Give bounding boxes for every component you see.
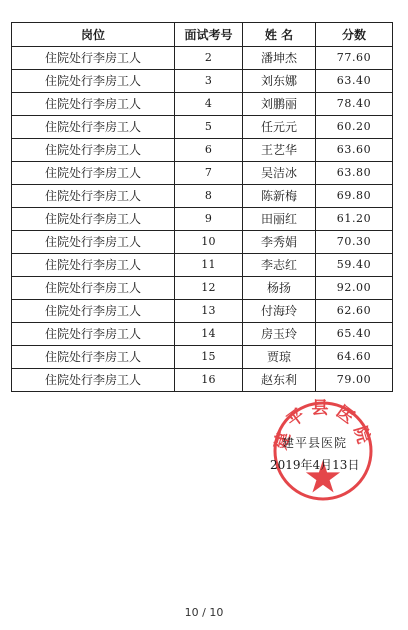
cell-score: 60.20 xyxy=(316,116,393,139)
cell-position: 住院处行李房工人 xyxy=(12,208,175,231)
cell-score: 64.60 xyxy=(316,346,393,369)
seal-text: 建平县医院 xyxy=(270,398,376,452)
cell-name: 赵东利 xyxy=(243,369,316,392)
cell-exam-number: 7 xyxy=(175,162,243,185)
cell-position: 住院处行李房工人 xyxy=(12,277,175,300)
table-row xyxy=(12,139,393,162)
cell-score: 63.80 xyxy=(316,162,393,185)
cell-position: 住院处行李房工人 xyxy=(12,185,175,208)
table-row xyxy=(12,70,393,93)
table-header-row xyxy=(12,23,393,47)
table-row xyxy=(12,231,393,254)
cell-name: 刘鹏丽 xyxy=(243,93,316,116)
table-row xyxy=(12,93,393,116)
signing-organization: 建平县医院 xyxy=(282,436,348,450)
table-row xyxy=(12,323,393,346)
cell-name: 王艺华 xyxy=(243,139,316,162)
cell-score: 70.30 xyxy=(316,231,393,254)
cell-score: 77.60 xyxy=(316,47,393,70)
cell-position: 住院处行李房工人 xyxy=(12,93,175,116)
cell-exam-number: 16 xyxy=(175,369,243,392)
cell-score: 78.40 xyxy=(316,93,393,116)
cell-name: 李秀娟 xyxy=(243,231,316,254)
cell-name: 潘坤杰 xyxy=(243,47,316,70)
cell-exam-number: 2 xyxy=(175,47,243,70)
header-score: 分数 xyxy=(316,23,393,47)
cell-position: 住院处行李房工人 xyxy=(12,231,175,254)
cell-exam-number: 8 xyxy=(175,185,243,208)
cell-name: 付海玲 xyxy=(243,300,316,323)
cell-score: 65.40 xyxy=(316,323,393,346)
cell-name: 李志红 xyxy=(243,254,316,277)
cell-position: 住院处行李房工人 xyxy=(12,369,175,392)
cell-score: 79.00 xyxy=(316,369,393,392)
cell-score: 61.20 xyxy=(316,208,393,231)
cell-exam-number: 10 xyxy=(175,231,243,254)
header-position: 岗位 xyxy=(12,23,175,47)
cell-exam-number: 5 xyxy=(175,116,243,139)
cell-position: 住院处行李房工人 xyxy=(12,116,175,139)
cell-name: 杨扬 xyxy=(243,277,316,300)
table-row xyxy=(12,185,393,208)
cell-position: 住院处行李房工人 xyxy=(12,47,175,70)
cell-exam-number: 12 xyxy=(175,277,243,300)
cell-score: 63.40 xyxy=(316,70,393,93)
cell-exam-number: 6 xyxy=(175,139,243,162)
table-row xyxy=(12,47,393,70)
cell-exam-number: 4 xyxy=(175,93,243,116)
official-seal xyxy=(270,398,376,504)
table-body xyxy=(12,47,393,392)
cell-position: 住院处行李房工人 xyxy=(12,300,175,323)
table-row xyxy=(12,346,393,369)
cell-name: 任元元 xyxy=(243,116,316,139)
cell-position: 住院处行李房工人 xyxy=(12,162,175,185)
results-table xyxy=(11,22,393,392)
cell-exam-number: 11 xyxy=(175,254,243,277)
page-number: 10 / 10 xyxy=(184,606,224,619)
cell-exam-number: 3 xyxy=(175,70,243,93)
cell-position: 住院处行李房工人 xyxy=(12,323,175,346)
header-name: 姓 名 xyxy=(243,23,316,47)
cell-exam-number: 15 xyxy=(175,346,243,369)
cell-position: 住院处行李房工人 xyxy=(12,139,175,162)
cell-name: 吴洁冰 xyxy=(243,162,316,185)
cell-name: 陈新梅 xyxy=(243,185,316,208)
cell-score: 62.60 xyxy=(316,300,393,323)
cell-position: 住院处行李房工人 xyxy=(12,70,175,93)
table-row xyxy=(12,277,393,300)
cell-score: 59.40 xyxy=(316,254,393,277)
table-row xyxy=(12,116,393,139)
cell-score: 63.60 xyxy=(316,139,393,162)
table-row xyxy=(12,369,393,392)
cell-exam-number: 9 xyxy=(175,208,243,231)
table-row xyxy=(12,254,393,277)
cell-score: 92.00 xyxy=(316,277,393,300)
signing-date: 2019年4月13日 xyxy=(270,458,360,472)
table-row xyxy=(12,300,393,323)
cell-position: 住院处行李房工人 xyxy=(12,254,175,277)
cell-name: 田丽红 xyxy=(243,208,316,231)
cell-name: 房玉玲 xyxy=(243,323,316,346)
cell-score: 69.80 xyxy=(316,185,393,208)
table-row xyxy=(12,208,393,231)
official-seal-area xyxy=(250,398,390,508)
header-exam-number: 面试考号 xyxy=(175,23,243,47)
cell-exam-number: 14 xyxy=(175,323,243,346)
cell-position: 住院处行李房工人 xyxy=(12,346,175,369)
cell-name: 刘东娜 xyxy=(243,70,316,93)
cell-exam-number: 13 xyxy=(175,300,243,323)
cell-name: 贾琼 xyxy=(243,346,316,369)
table-row xyxy=(12,162,393,185)
